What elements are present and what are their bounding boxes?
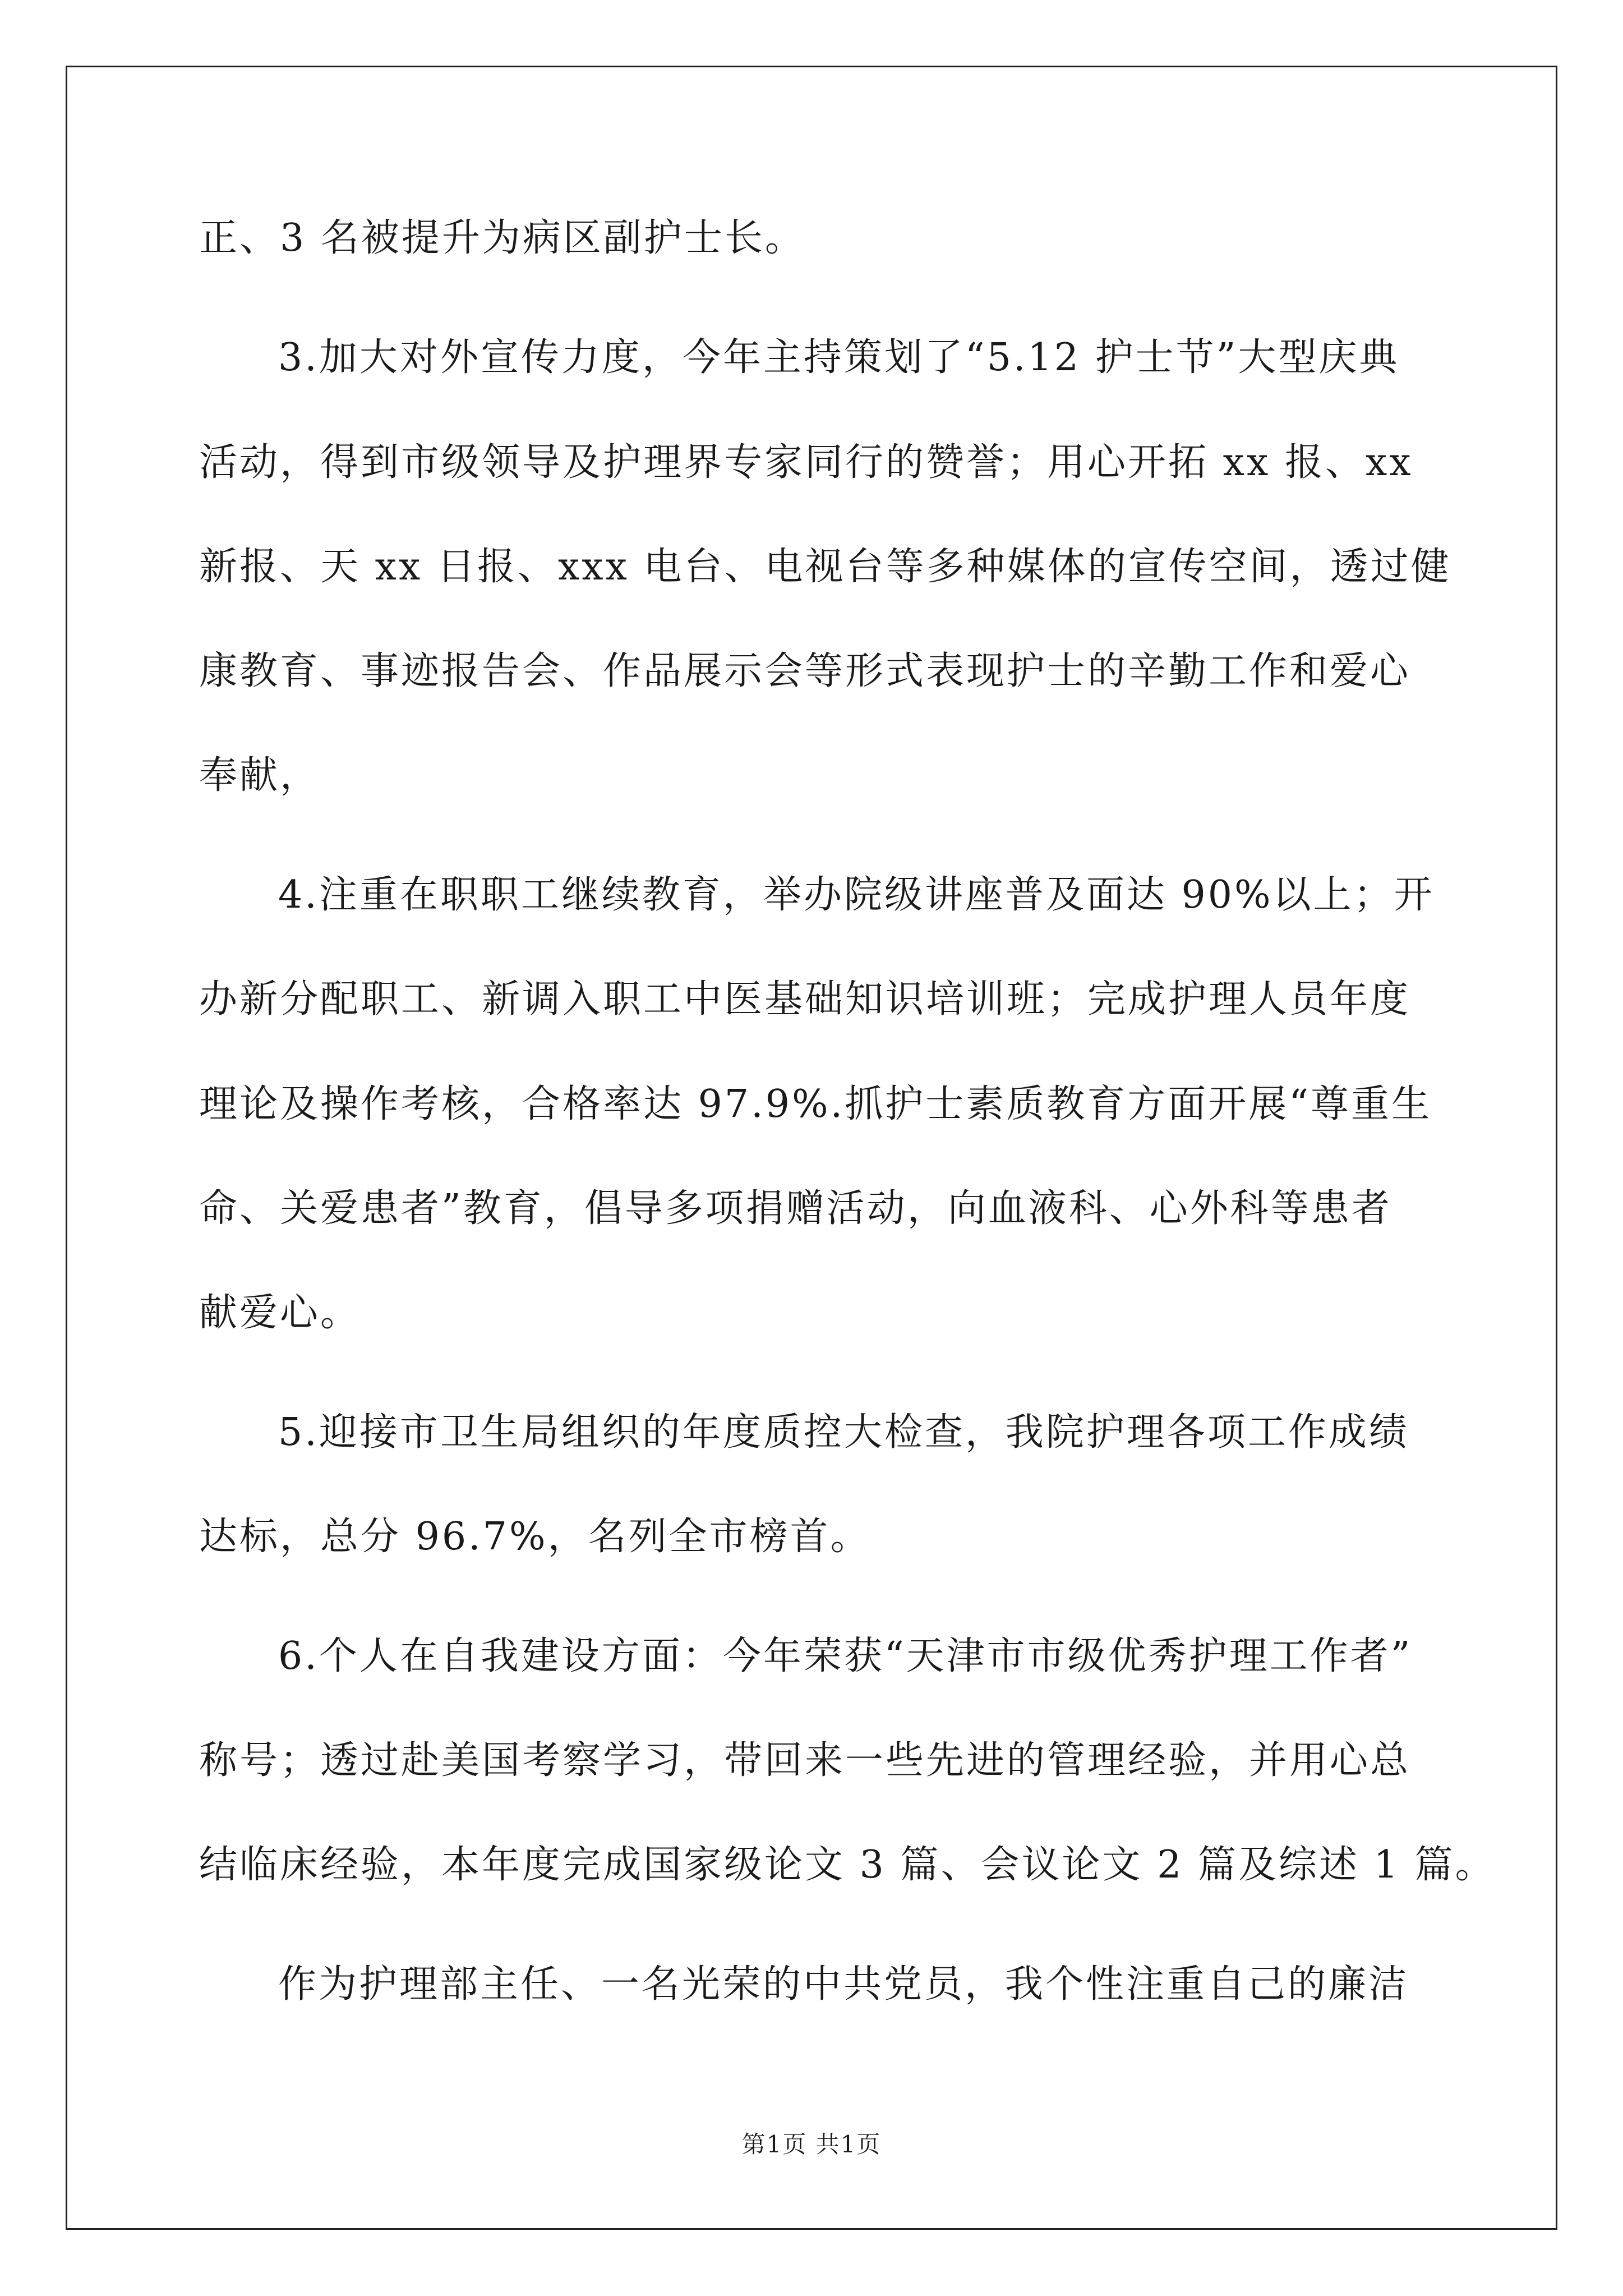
- text-line: 康教育、事迹报告会、作品展示会等形式表现护士的辛勤工作和爱心: [199, 649, 1411, 693]
- text-line: 新报、天 xx 日报、xxx 电台、电视台等多种媒体的宣传空间，透过健: [199, 545, 1451, 589]
- text-line: 3.加大对外宣传力度，今年主持策划了“5.12 护士节”大型庆典: [278, 335, 1400, 380]
- page-number: 第1页 共1页: [741, 2131, 882, 2158]
- text-line: 6.个人在自我建设方面：今年荣获“天津市市级优秀护理工作者”: [278, 1634, 1413, 1678]
- text-line: 办新分配职工、新调入职工中医基础知识培训班；完成护理人员年度: [199, 977, 1411, 1022]
- text-line: 奉献，: [199, 753, 321, 798]
- text-line: 称号；透过赴美国考察学习，带回来一些先进的管理经验，并用心总: [199, 1738, 1411, 1783]
- text-line: 结临床经验，本年度完成国家级论文 3 篇、会议论文 2 篇及综述 1 篇。: [199, 1843, 1496, 1887]
- page-border: [66, 66, 1557, 2230]
- text-line: 献爱心。: [199, 1291, 361, 1335]
- text-line: 命、关爱患者”教育，倡导多项捐赠活动，向血液科、心外科等患者: [199, 1186, 1392, 1231]
- text-line: 理论及操作考核，合格率达 97.9%.抓护士素质教育方面开展“尊重生: [199, 1082, 1432, 1126]
- text-line: 作为护理部主任、一名光荣的中共党员，我个性注重自己的廉洁: [278, 1962, 1409, 2007]
- text-line: 4.注重在职职工继续教育，举办院级讲座普及面达 90%以上；开: [278, 873, 1435, 917]
- text-line: 活动，得到市级领导及护理界专家同行的赞誉；用心开拓 xx 报、xx: [199, 440, 1413, 485]
- text-line: 5.迎接市卫生局组织的年度质控大检查，我院护理各项工作成绩: [278, 1410, 1409, 1455]
- text-line: 达标，总分 96.7%，名列全市榜首。: [199, 1515, 871, 1559]
- text-line: 正、3 名被提升为病区副护士长。: [199, 216, 805, 260]
